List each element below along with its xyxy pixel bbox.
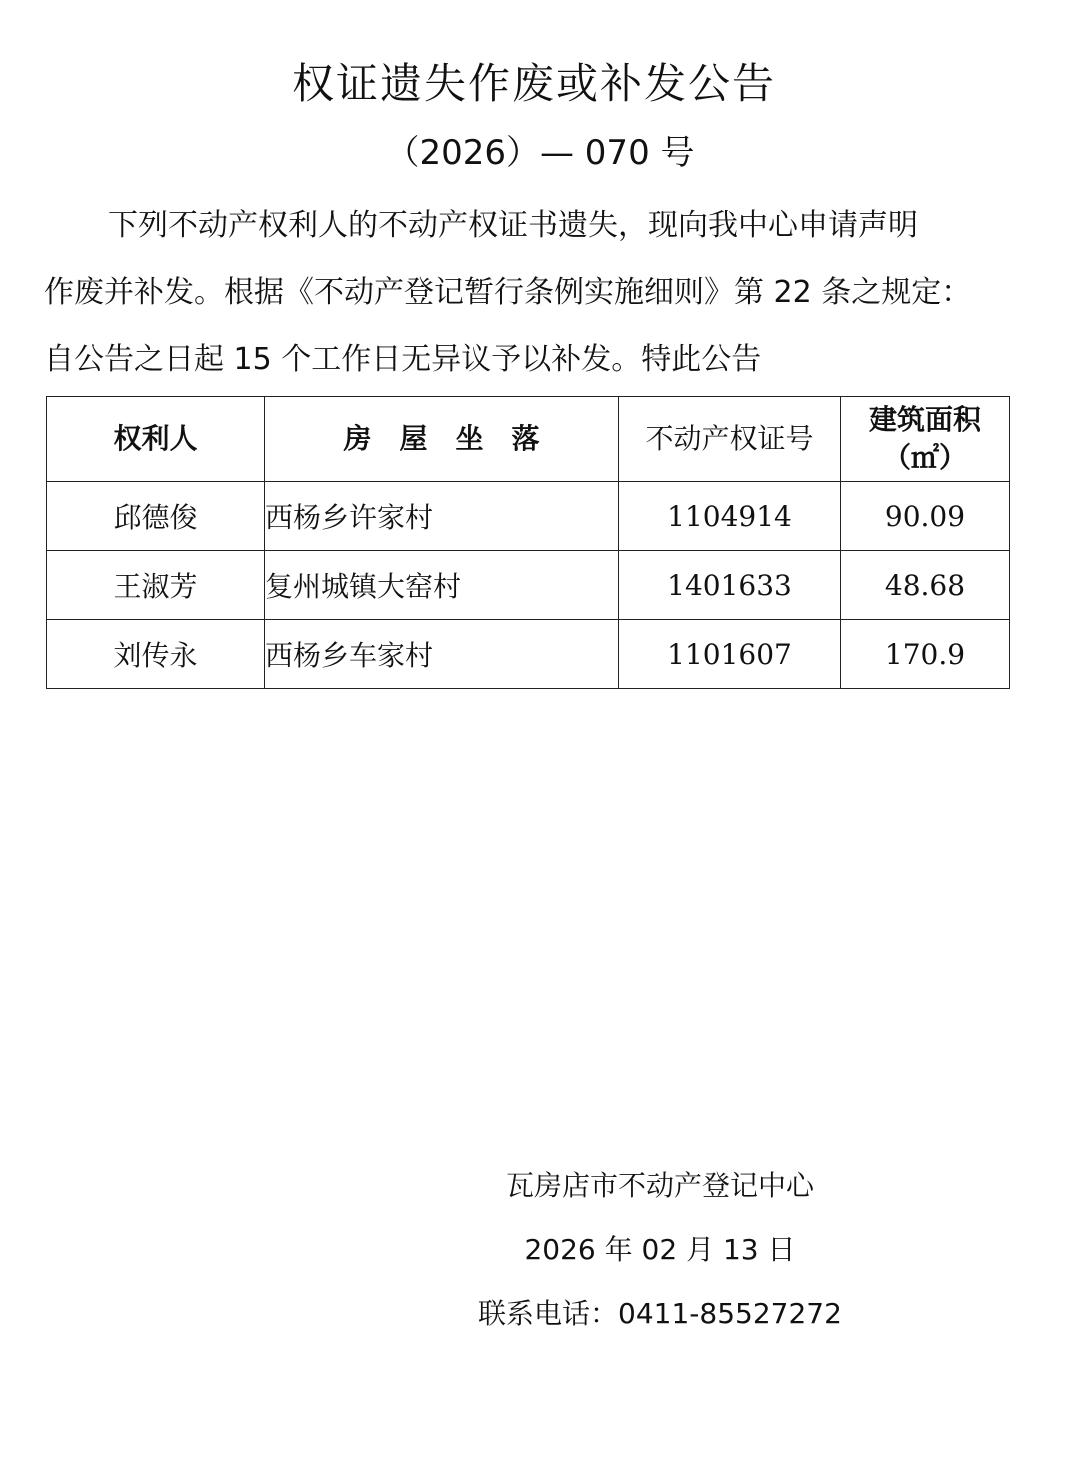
notice-body — [44, 192, 1026, 393]
header-holder: 权利人 — [47, 397, 265, 482]
header-area-label: 建筑面积 — [868, 403, 981, 436]
issuing-organization: 瓦房店市不动产登记中心 — [505, 1169, 814, 1202]
body-line-2: 作废并补发。根据《不动产登记暂行条例实施细则》第 22 条之规定： — [44, 275, 972, 310]
cell-location: 西杨乡车家村 — [265, 620, 619, 689]
header-area-unit: （㎡） — [882, 441, 967, 474]
cell-area: 90.09 — [841, 482, 1010, 551]
cell-holder: 邱德俊 — [47, 482, 265, 551]
header-cert-no: 不动产权证号 — [619, 397, 841, 482]
table-row — [47, 551, 1010, 620]
records-table — [46, 396, 1010, 689]
body-line-3: 自公告之日起 15 个工作日无异议予以补发。特此公告 — [44, 342, 762, 377]
cell-cert-no: 1101607 — [619, 620, 841, 689]
notice-title: 权证遗失作废或补发公告 — [291, 59, 776, 108]
document-number: （2026）— 070 号 — [385, 133, 695, 173]
cell-cert-no: 1104914 — [619, 482, 841, 551]
header-location: 房屋坐落 — [265, 397, 619, 482]
body-line-1: 下列不动产权利人的不动产权证书遗失，现向我中心申请声明 — [108, 208, 918, 243]
table-row — [47, 620, 1010, 689]
cell-cert-no: 1401633 — [619, 551, 841, 620]
cell-location: 复州城镇大窑村 — [265, 551, 619, 620]
cell-location: 西杨乡许家村 — [265, 482, 619, 551]
cell-holder: 刘传永 — [47, 620, 265, 689]
cell-area: 170.9 — [841, 620, 1010, 689]
cell-area: 48.68 — [841, 551, 1010, 620]
table-row — [47, 482, 1010, 551]
contact-phone: 联系电话：0411-85527272 — [478, 1297, 842, 1330]
issue-date: 2026 年 02 月 13 日 — [524, 1233, 796, 1266]
header-area — [841, 397, 1010, 482]
cell-holder: 王淑芳 — [47, 551, 265, 620]
table-header-row — [47, 397, 1010, 482]
notice-footer — [410, 1154, 910, 1346]
